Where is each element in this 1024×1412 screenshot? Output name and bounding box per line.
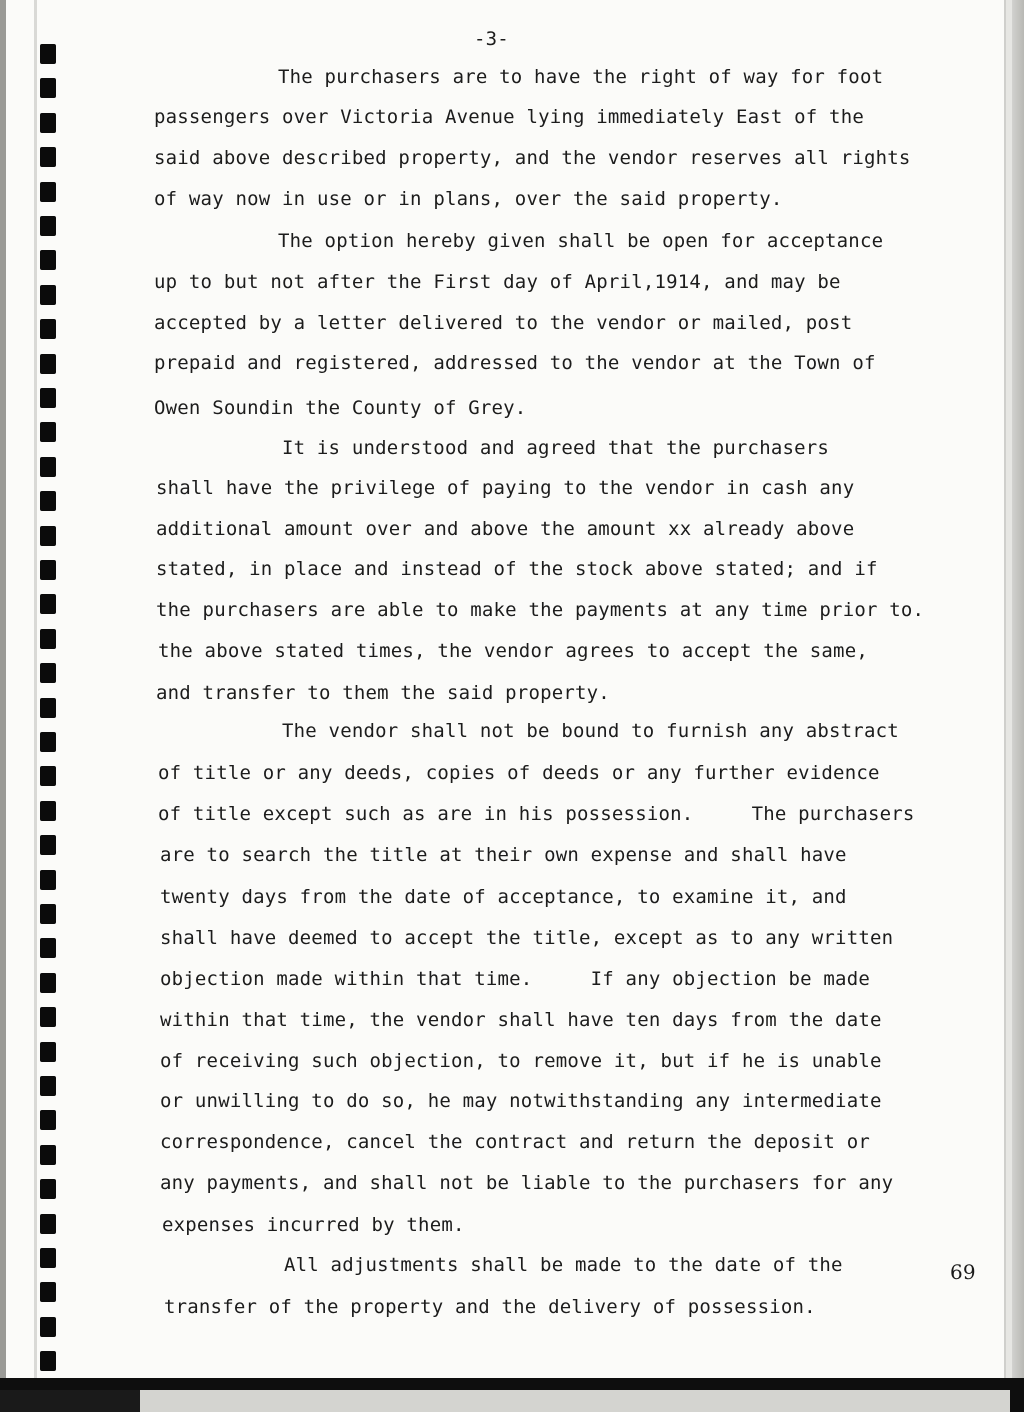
text-line: transfer of the property and the delivery of possession.: [164, 1296, 816, 1318]
scan-bottom-edge: [0, 1378, 1024, 1412]
text-line: and transfer to them the said property.: [156, 682, 610, 704]
text-line: expenses incurred by them.: [162, 1214, 465, 1236]
text-line: within that time, the vendor shall have ten days from the date: [160, 1009, 882, 1031]
text-line: objection made within that time. If any objection be made: [160, 968, 870, 990]
page-stack-edge: [1006, 0, 1024, 1412]
folio-number: 69: [950, 1260, 976, 1284]
text-line: The option hereby given shall be open for acceptance: [278, 230, 884, 252]
text-line: the purchasers are able to make the payments at any time prior to.: [156, 599, 925, 621]
text-line: prepaid and registered, addressed to the vendor at the Town of: [154, 352, 876, 374]
text-line: of title except such as are in his possession. The purchasers: [158, 803, 915, 825]
text-line: It is understood and agreed that the purchasers: [282, 437, 830, 459]
text-line: the above stated times, the vendor agrees to accept the same,: [158, 640, 868, 662]
page-number: -3-: [474, 28, 509, 50]
text-line: any payments, and shall not be liable to the purchasers for any: [160, 1172, 894, 1194]
text-line: stated, in place and instead of the stock above stated; and if: [156, 558, 878, 580]
text-line: of receiving such objection, to remove it, but if he is unable: [160, 1050, 882, 1072]
text-line: shall have the privilege of paying to the vendor in cash any: [156, 477, 855, 499]
text-line: said above described property, and the vendor reserves all rights: [154, 147, 911, 169]
text-line: of way now in use or in plans, over the said property.: [154, 188, 783, 210]
text-line: The purchasers are to have the right of way for foot: [278, 66, 884, 88]
text-line: additional amount over and above the amount xx already above: [156, 518, 855, 540]
text-line: are to search the title at their own expense and shall have: [160, 844, 847, 866]
text-line: correspondence, cancel the contract and return the deposit or: [160, 1131, 870, 1153]
scan-bottom-dark: [0, 1390, 140, 1412]
text-line: shall have deemed to accept the title, except as to any written: [160, 927, 894, 949]
text-line: The vendor shall not be bound to furnish any abstract: [282, 720, 899, 742]
text-line: passengers over Victoria Avenue lying immediately East of the: [154, 106, 864, 128]
text-line: or unwilling to do so, he may notwithstanding any intermediate: [160, 1090, 882, 1112]
text-line: accepted by a letter delivered to the vendor or mailed, post: [154, 312, 853, 334]
text-line: twenty days from the date of acceptance, to examine it, and: [160, 886, 847, 908]
text-line: of title or any deeds, copies of deeds or any further evidence: [158, 762, 880, 784]
text-line: Owen Soundin the County of Grey.: [154, 397, 527, 419]
text-line: All adjustments shall be made to the date of the: [284, 1254, 843, 1276]
text-line: up to but not after the First day of April,1914, and may be: [154, 271, 841, 293]
scan-bottom-grey: [140, 1390, 1010, 1412]
